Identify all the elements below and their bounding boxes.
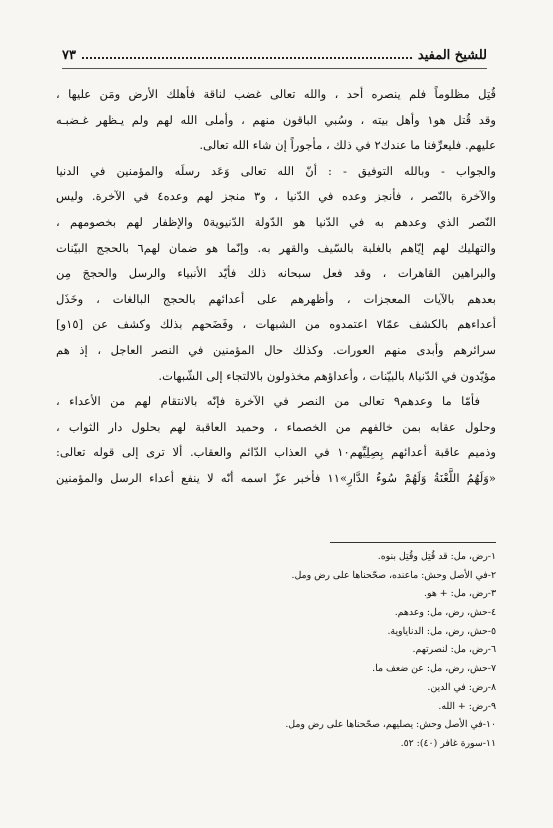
footnote-divider xyxy=(330,542,496,543)
text-line: والآخرة بالنّصر ، فأنجز وعده في الدّنيا ، و٣ منجز لهم وعده٤ في الآخرة. وليس xyxy=(56,189,496,204)
text-line: فأمّا ما وعدهم٩ تعالى من النصر في الآخرة فإنّه بالانتقام لهم من الأعداء ، xyxy=(56,394,480,409)
footnote: ٤-حش، رض، مل: وعدهم. xyxy=(394,607,496,619)
footnote: ٥-حش، رض، مل: الدناياوية. xyxy=(387,625,496,637)
text-line: والبراهين القاهرات ، وقد فعل سبحانه ذلك فأيّد الأنبياء والرسل والحججَ مِن xyxy=(56,266,496,281)
text-line: وذميم عاقبة أعدائهم بِصِلِيِّهم١٠ في العذاب الدّائم والعقاب. ألا ترى إلى قوله تعالى: xyxy=(56,445,496,460)
footnote: ١١-سورة غافر (٤٠): ٥٢. xyxy=(400,737,496,749)
text-line: النّصر الذي وعدهم به في الدّنيا هو الدّولة الدّنيوية٥ والإظفار لهم بخصومهم ، xyxy=(56,214,496,229)
running-title: للشيخ المفيد xyxy=(417,47,487,63)
footnote: ٧-حش، رض، مل: عن ضعف ما. xyxy=(372,663,496,675)
dotted-leader xyxy=(82,57,412,59)
footnote: ٩-رض: + الله. xyxy=(438,700,496,712)
footnote: ١-رض، مل: قد قُتِل وقُتِل بنوه. xyxy=(377,551,496,562)
text-line: وقد قُتل هو١ وأهل بيته ، وسُبي الباقون منهم ، وأملى الله لهم ولم يـظهر غـضبـه xyxy=(56,112,496,127)
footnote: ٢-في الأصل وحش: ماعنده، صحّحناها على رض ومل. xyxy=(291,569,496,581)
footnote: ٨-رض: في الدين. xyxy=(427,681,496,693)
footnote: ٦-رض، مل: لنصرتهم. xyxy=(412,644,496,656)
text-line: بعدهم بالآيات المعجزات ، وأظهرهم على أعدائهم بالحجج البالغات ، وخَذَل xyxy=(56,291,496,306)
text-line: أعداءهم بالكشف عمّا٧ اعتمدوه من الشبهات ، وفَضَحهم بذلك وكشف عن [١٥و] xyxy=(56,317,496,332)
text-line: عليهم. فليعرِّفنا ما عندك٢ في ذلك ، مأجوراً إن شاء الله تعالى. xyxy=(199,138,496,153)
page-header xyxy=(62,44,487,66)
text-line: مؤيّدون في الدّنيا٨ بالبيّنات ، وأعداؤهم مخذولون بالالتجاء إلى الشّبهات. xyxy=(158,368,496,383)
text-line: والتهليك لهم إيّاهم بالغلبة بالسّيف والقهر به. وإنّما هو ضمان لهم٦ بالحجج البيّنات xyxy=(56,240,496,255)
text-line: سرائرهم وأبدى منهم العورات. وكذلك حال المؤمنين في النصر العاجل ، إذ هم xyxy=(56,342,496,357)
main-text xyxy=(56,82,496,492)
page-number: ٧٣ xyxy=(62,47,76,63)
text-line: وحلول عقابه بمن خالفهم من الخصماء ، وحميد العاقبة لهم بحلول دار الثواب ، xyxy=(56,419,496,434)
text-line: قُتِل مظلوماً فلم ينصره أحد ، والله تعالى غضب لناقة فأهلك الأرض ومَن عليها ، xyxy=(56,87,496,101)
footnote: ١٠-في الأصل وحش: يصليهم، صحّحناها على رض ومل. xyxy=(285,719,496,731)
text-line: والجواب - وبالله التوفيق - : أنّ الله تعالى وَعَد رسلَه والمؤمنين في الدنيا xyxy=(56,163,496,178)
text-line: «وَلَهُمُ اللَّعْنَةُ وَلَهُمْ سُوءُ الدَّارِ»١١ فأخبر عزّ اسمه أنّه لا ينفع أعداء الرسل والمؤمنين xyxy=(56,470,496,485)
footnotes xyxy=(200,548,496,754)
header-divider xyxy=(62,68,487,69)
footnote: ٣-رض، مل: + هو. xyxy=(424,588,496,600)
